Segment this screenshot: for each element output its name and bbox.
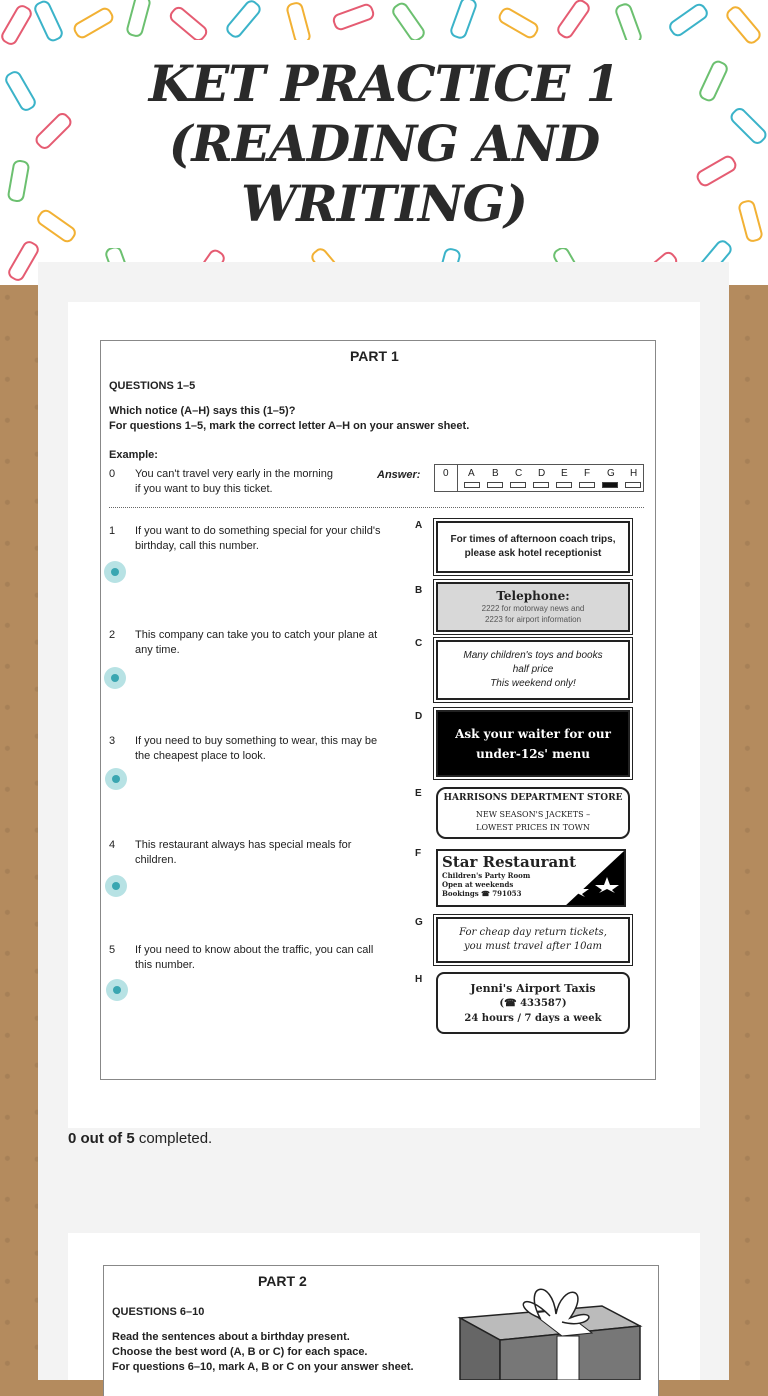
answer-letter: C	[515, 468, 523, 479]
title-line: WRITING)	[241, 174, 527, 233]
notice-text: 2223 for airport information	[484, 615, 582, 624]
notice-d	[436, 710, 630, 777]
answer-bubble	[464, 482, 480, 488]
title-line: KET PRACTICE 1	[148, 54, 620, 113]
question-text: If you need to know about the traffic, you can call	[135, 944, 374, 956]
paperclip-icon	[554, 0, 592, 41]
notice-text: Star Restaurant	[442, 853, 577, 871]
answer-label: Answer:	[377, 469, 421, 481]
part2-title: PART 2	[258, 1273, 307, 1289]
question-number: 3	[109, 735, 116, 747]
notice-letter: F	[415, 848, 422, 859]
completion-suffix: completed.	[134, 1130, 213, 1147]
paperclip-icon	[737, 199, 764, 244]
notice-letter: G	[415, 917, 423, 928]
paperclip-icon	[6, 159, 30, 203]
instruction-line: Choose the best word (A, B or C) for each space.	[112, 1346, 368, 1358]
question-hotspot-4[interactable]	[105, 875, 127, 897]
question-text: birthday, call this number.	[135, 540, 259, 552]
notice-text: Telephone:	[496, 589, 570, 603]
notice-text: Open at weekends	[442, 880, 514, 889]
notice-text: please ask hotel receptionist	[464, 548, 602, 559]
notice-a	[436, 521, 630, 573]
notice-letter: H	[415, 974, 423, 985]
notice-text: under-12s' menu	[476, 746, 590, 761]
paperclip-icon	[6, 239, 42, 284]
example-label: Example:	[109, 449, 158, 461]
question-text: This restaurant always has special meals for	[135, 839, 352, 851]
question-hotspot-1[interactable]	[104, 561, 126, 583]
notice-text: Jenni's Airport Taxis	[470, 981, 596, 995]
notice-text: NEW SEASON'S JACKETS –	[475, 810, 591, 819]
notice-text: Many children's toys and books	[463, 650, 603, 661]
separator	[109, 507, 644, 508]
paperclip-icon	[694, 153, 739, 189]
paperclip-icon	[32, 0, 65, 44]
question-text: the cheapest place to look.	[135, 750, 266, 762]
title-line: (READING AND	[168, 114, 600, 173]
paperclip-icon	[223, 0, 263, 41]
paperclip-icon	[496, 5, 541, 41]
notice-h	[436, 972, 630, 1034]
paperclip-icon	[448, 0, 478, 41]
answer-bubble	[579, 482, 595, 488]
example-text: if you want to buy this ticket.	[135, 483, 273, 495]
question-text: If you need to buy something to wear, this may be	[135, 735, 378, 747]
notice-text: half price	[512, 664, 554, 675]
completion-status	[68, 1130, 212, 1147]
notice-text: For times of afternoon coach trips,	[450, 534, 616, 545]
gift-box-icon	[452, 1278, 648, 1380]
question-text: This company can take you to catch your plane at	[135, 629, 378, 641]
question-hotspot-2[interactable]	[104, 667, 126, 689]
notice-text: you must travel after 10am	[464, 941, 602, 952]
question-text: this number.	[135, 959, 195, 971]
instruction-line: For questions 1–5, mark the correct letter A–H on your answer sheet.	[109, 420, 470, 432]
paperclip-icon	[71, 5, 116, 41]
notice-text: 24 hours / 7 days a week	[464, 1012, 602, 1024]
notice-letter: C	[415, 638, 423, 649]
paperclip-icon	[33, 110, 75, 152]
answer-letter: F	[584, 468, 591, 479]
answer-letter: A	[468, 468, 475, 479]
paperclip-icon	[3, 69, 39, 114]
question-text: any time.	[135, 644, 180, 656]
answer-bubble	[556, 482, 572, 488]
question-number: 2	[109, 629, 116, 641]
example-number: 0	[109, 468, 116, 480]
page-title	[149, 54, 620, 234]
question-hotspot-5[interactable]	[106, 979, 128, 1001]
notice-b	[436, 582, 630, 632]
paperclip-icon	[0, 3, 34, 48]
question-number: 1	[109, 525, 116, 537]
notice-letter: A	[415, 520, 423, 531]
notice-text: LOWEST PRICES IN TOWN	[476, 823, 590, 832]
paperclip-icon	[666, 1, 710, 39]
star-icon	[554, 851, 624, 907]
notice-c	[436, 640, 630, 700]
paperclip-icon	[167, 4, 210, 44]
example-text: You can't travel very early in the morning	[135, 468, 333, 480]
questions-heading: QUESTIONS 1–5	[109, 380, 196, 392]
notice-text: Bookings ☎ 791053	[442, 889, 522, 898]
paperclip-icon	[285, 1, 312, 46]
question-number: 5	[109, 944, 116, 956]
paperclip-icon	[389, 0, 427, 44]
answer-letter: H	[630, 468, 638, 479]
notice-text: Children's Party Room	[442, 871, 531, 880]
notice-text: For cheap day return tickets,	[459, 927, 607, 938]
paperclip-icon	[34, 207, 78, 245]
answer-bubble	[533, 482, 549, 488]
answer-letter: B	[492, 468, 499, 479]
notice-letter: D	[415, 711, 423, 722]
notice-text: 2222 for motorway news and	[481, 604, 585, 613]
question-hotspot-3[interactable]	[105, 768, 127, 790]
answer-bubble	[487, 482, 503, 488]
example-answer-box	[434, 464, 644, 492]
notice-text: This weekend only!	[490, 678, 576, 689]
notice-text: (☎ 433587)	[499, 997, 567, 1009]
paperclip-icon	[728, 105, 768, 147]
notice-text: Ask your waiter for our	[455, 726, 611, 741]
paperclip-icon	[125, 0, 152, 38]
answer-letter: E	[561, 468, 568, 479]
answer-letter: G	[607, 468, 615, 479]
question-number: 4	[109, 839, 116, 851]
notice-f	[436, 849, 626, 907]
notice-e	[436, 787, 630, 839]
paperclip-icon	[697, 58, 730, 103]
instruction-line: Which notice (A–H) says this (1–5)?	[109, 405, 296, 417]
notice-text: HARRISONS DEPARTMENT STORE	[443, 793, 623, 803]
answer-divider	[457, 465, 458, 491]
paperclip-icon	[331, 2, 376, 32]
answer-row-number: 0	[443, 468, 449, 479]
notice-g	[436, 917, 630, 963]
answer-bubble	[625, 482, 641, 488]
questions-heading: QUESTIONS 6–10	[112, 1306, 205, 1318]
answer-letter: D	[538, 468, 546, 479]
paperclip-icon	[723, 3, 763, 46]
notice-letter: B	[415, 585, 423, 596]
paperclip-banner	[0, 0, 768, 285]
answer-bubble-marked	[602, 482, 618, 488]
instruction-line: For questions 6–10, mark A, B or C on your answer sheet.	[112, 1361, 414, 1373]
notice-letter: E	[415, 788, 422, 799]
completion-count: 0 out of 5	[68, 1130, 135, 1147]
part1-title: PART 1	[350, 348, 399, 364]
question-text: If you want to do something special for your child's	[135, 525, 381, 537]
title-box	[78, 40, 690, 248]
answer-bubble	[510, 482, 526, 488]
question-text: children.	[135, 854, 177, 866]
instruction-line: Read the sentences about a birthday present.	[112, 1331, 350, 1343]
